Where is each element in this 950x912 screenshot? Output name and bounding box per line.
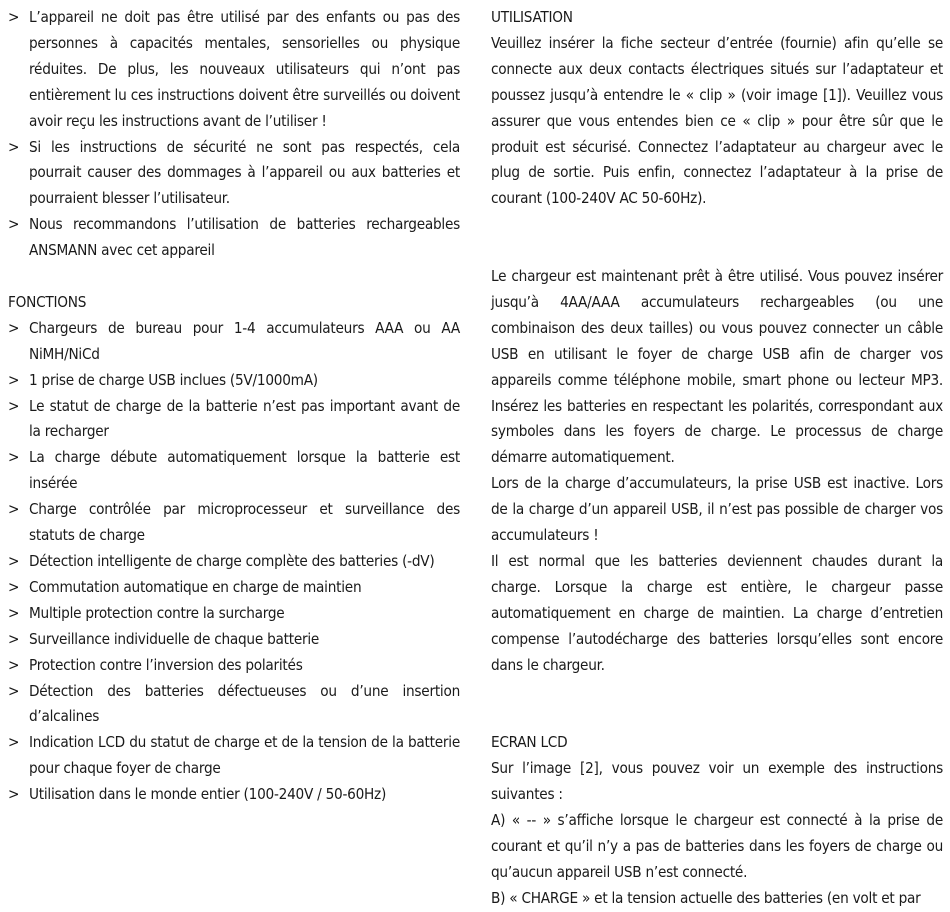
function-item-4: > La charge débute automatiquement lorsque la batterie est insérée (8, 445, 460, 497)
function-item-11: > Détection des batteries défectueuses ou d’une insertion d’alcalines (8, 679, 460, 731)
function-item-2: > 1 prise de charge USB inclues (5V/1000mA) (8, 368, 460, 394)
safety-item-3: > Nous recommandons l’utilisation de batteries rechargeables ANSMANN avec cet appareil (8, 212, 460, 264)
right-column (491, 5, 943, 912)
functions-heading: FONCTIONS (8, 292, 87, 311)
functions-list (8, 316, 460, 808)
function-item-10: > Protection contre l’inversion des polarités (8, 653, 460, 679)
spacer (8, 264, 460, 290)
warm-paragraph: Il est normal que les batteries deviennent chaudes durant la charge. Lorsque la charge est entière, le chargeur passe automatiquement en charge de maintien. La charge d’entretien compense l’autodécharge des batteries lorsqu’elles sont encore dans le chargeur. (491, 552, 943, 674)
function-item-6: > Détection intelligente de charge complète des batteries (-dV) (8, 549, 460, 575)
spacer (491, 212, 943, 264)
function-item-7: > Commutation automatique en charge de maintien (8, 575, 460, 601)
usage-heading: UTILISATION (491, 8, 573, 26)
lcd-item-b: B) « CHARGE » et la tension actuelle des batteries (en volt et par (491, 888, 921, 907)
usage-paragraph: Veuillez insérer la fiche secteur d’entrée (fournie) afin qu’elle se connecte aux deux contacts électriques situés sur l’adaptateur et poussez jusqu’à entendre le « clip » (voir image [1]). Veuillez vous assurer que vous entendes bien ce « clip » pour être sûr que le produit est sécurisé. Connectez l’adaptateur au chargeur avec le plug de sortie. Puis enfin, connectez l’adaptateur à la prise de courant (100-240V AC 50-60Hz). (491, 33, 943, 208)
safety-list (8, 5, 460, 264)
lcd-intro: Sur l’image [2], vous pouvez voir un exemple des instructions suivantes : (491, 759, 943, 804)
function-item-9: > Surveillance individuelle de chaque batterie (8, 627, 460, 653)
safety-item-2: > Si les instructions de sécurité ne sont pas respectés, cela pourrait causer des dommages à l’appareil ou aux batteries et pourraient blesser l’utilisateur. (8, 135, 460, 213)
lcd-heading: ECRAN LCD (491, 733, 568, 752)
function-item-8: > Multiple protection contre la surcharge (8, 601, 460, 627)
usb-paragraph: Lors de la charge d’accumulateurs, la prise USB est inactive. Lors de la charge d’un appareil USB, il n’est pas possible de charger vos accumulateurs ! (491, 474, 943, 545)
function-item-13: > Utilisation dans le monde entier (100-240V / 50-60Hz) (8, 782, 460, 808)
safety-item-1: > L’appareil ne doit pas être utilisé par des enfants ou pas des personnes à capacités mentales, sensorielles ou physique réduites. De plus, les nouveaux utilisateurs qui n’ont pas entièrement lu ces instructions doivent être surveillés ou doivent avoir reçu les instructions avant de l’utiliser ! (8, 5, 460, 135)
spacer (491, 679, 943, 731)
left-column (8, 5, 460, 808)
lcd-item-a: A) « -- » s’affiche lorsque le chargeur est connecté à la prise de courant et qu’il n’y a pas de batteries dans les foyers de charge ou qu’aucun appareil USB n’est connecté. (491, 811, 943, 881)
function-item-12: > Indication LCD du statut de charge et de la tension de la batterie pour chaque foyer de charge (8, 730, 460, 782)
ready-paragraph: Le chargeur est maintenant prêt à être utilisé. Vous pouvez insérer jusqu’à 4AA/AAA accumulateurs rechargeables (ou une combinaison des deux tailles) ou vous pouvez connecter un câble USB en utilisant le foyer de charge USB afin de charger vos appareils comme téléphone mobile, smart phone ou lecteur MP3. Insérez les batteries en respectant les polarités, correspondant aux symboles dans les foyers de charge. Le processus de charge démarre automatiquement. (491, 267, 943, 467)
function-item-5: > Charge contrôlée par microprocesseur et surveillance des statuts de charge (8, 497, 460, 549)
function-item-1: > Chargeurs de bureau pour 1-4 accumulateurs AAA ou AA NiMH/NiCd (8, 316, 460, 368)
function-item-3: > Le statut de charge de la batterie n’est pas important avant de la recharger (8, 394, 460, 446)
